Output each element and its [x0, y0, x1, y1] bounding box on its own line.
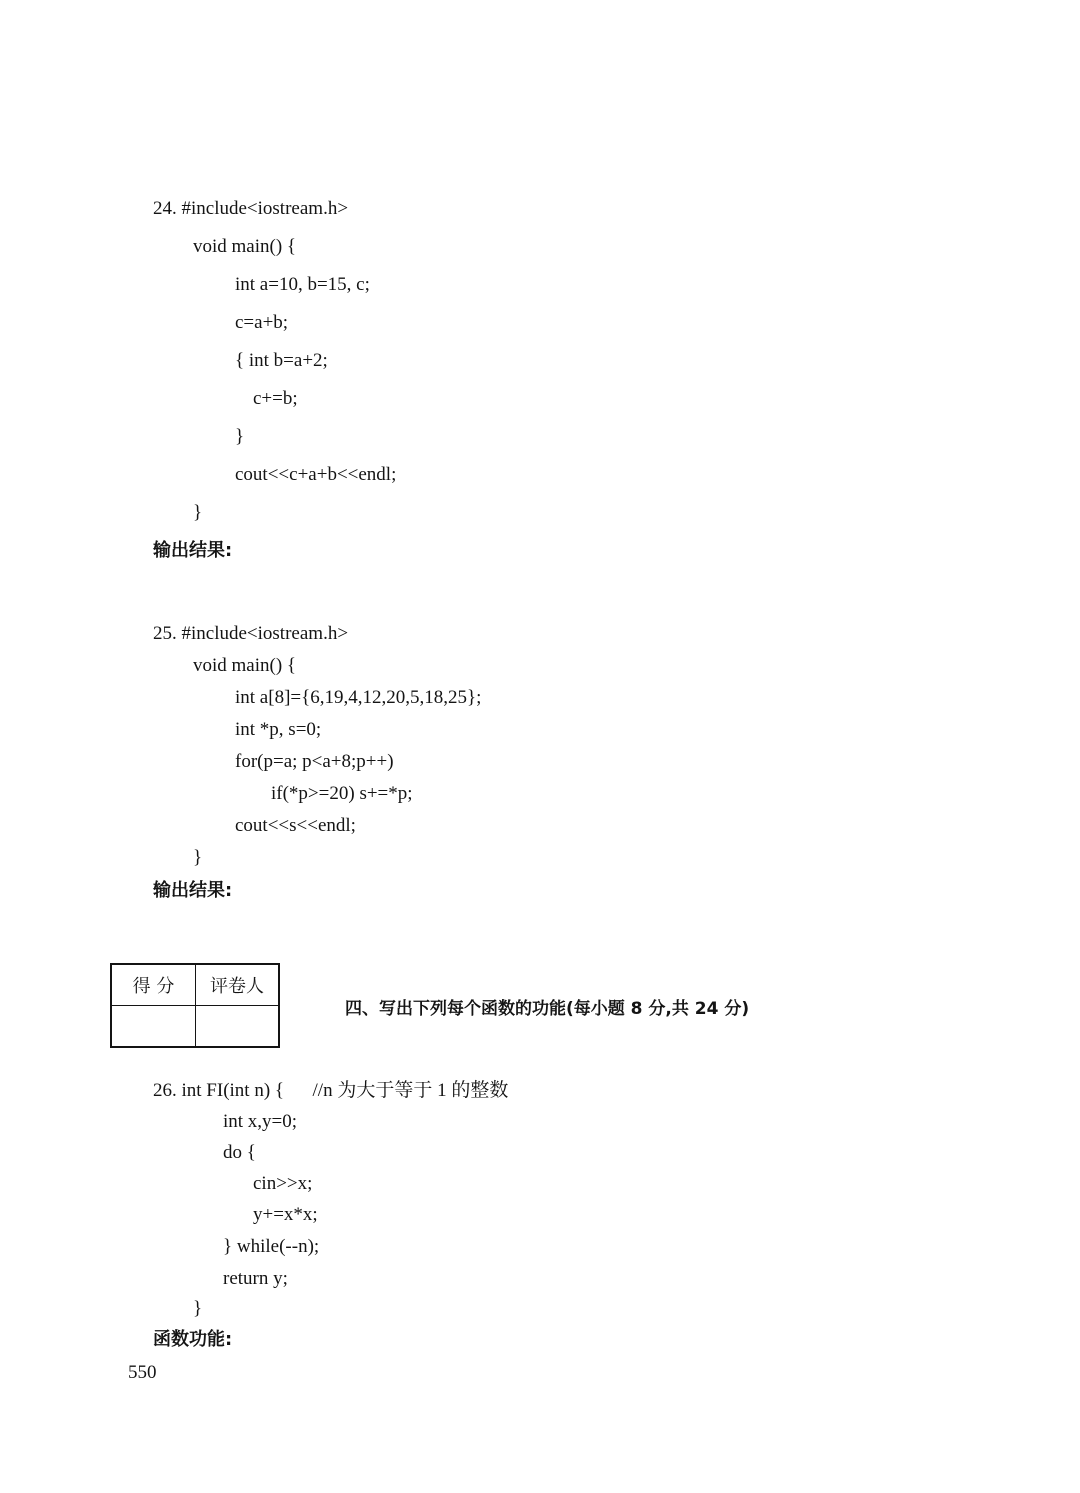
q25-line-4: int *p, s=0; — [235, 719, 322, 740]
q26-line-7: return y; — [223, 1268, 288, 1289]
q24-answer-label: 输出结果: — [153, 540, 233, 561]
q24-line-4: c=a+b; — [235, 312, 289, 333]
section-4-title: 四、写出下列每个函数的功能(每小题 8 分,共 24 分) — [345, 999, 750, 1019]
q24-line-7: } — [235, 426, 245, 447]
q26-line-5: y+=x*x; — [253, 1204, 318, 1225]
q25-line-7: cout<<s<<endl; — [235, 815, 356, 836]
q25-line-2: void main() { — [193, 655, 297, 676]
q25-line-8: } — [193, 847, 203, 868]
q25-line-1: 25. #include<iostream.h> — [153, 623, 349, 644]
q25-line-5: for(p=a; p<a+8;p++) — [235, 751, 394, 772]
q24-line-2: void main() { — [193, 236, 297, 257]
grader-cell — [196, 1006, 280, 1048]
score-header: 得 分 — [111, 964, 196, 1006]
q24-line-1: 24. #include<iostream.h> — [153, 198, 349, 219]
q24-line-9: } — [193, 502, 203, 523]
score-table — [110, 963, 280, 1048]
q24-line-3: int a=10, b=15, c; — [235, 274, 370, 295]
q25-line-6: if(*p>=20) s+=*p; — [271, 783, 413, 804]
q26-line-6: } while(--n); — [223, 1236, 320, 1257]
page-number: 550 — [128, 1362, 157, 1383]
q24-line-5: { int b=a+2; — [235, 350, 328, 371]
q26-answer-label: 函数功能: — [153, 1329, 233, 1350]
q26-line-8: } — [193, 1298, 203, 1319]
q26-line-2: int x,y=0; — [223, 1111, 298, 1132]
grader-header: 评卷人 — [196, 964, 280, 1006]
q24-line-6: c+=b; — [253, 388, 298, 409]
q24-line-8: cout<<c+a+b<<endl; — [235, 464, 397, 485]
score-cell — [111, 1006, 196, 1048]
q25-line-3: int a[8]={6,19,4,12,20,5,18,25}; — [235, 687, 482, 708]
q26-line-1: 26. int FI(int n) { //n 为大于等于 1 的整数 — [153, 1080, 509, 1101]
q26-line-3: do { — [223, 1142, 256, 1163]
q26-line-4: cin>>x; — [253, 1173, 313, 1194]
q25-answer-label: 输出结果: — [153, 880, 233, 901]
